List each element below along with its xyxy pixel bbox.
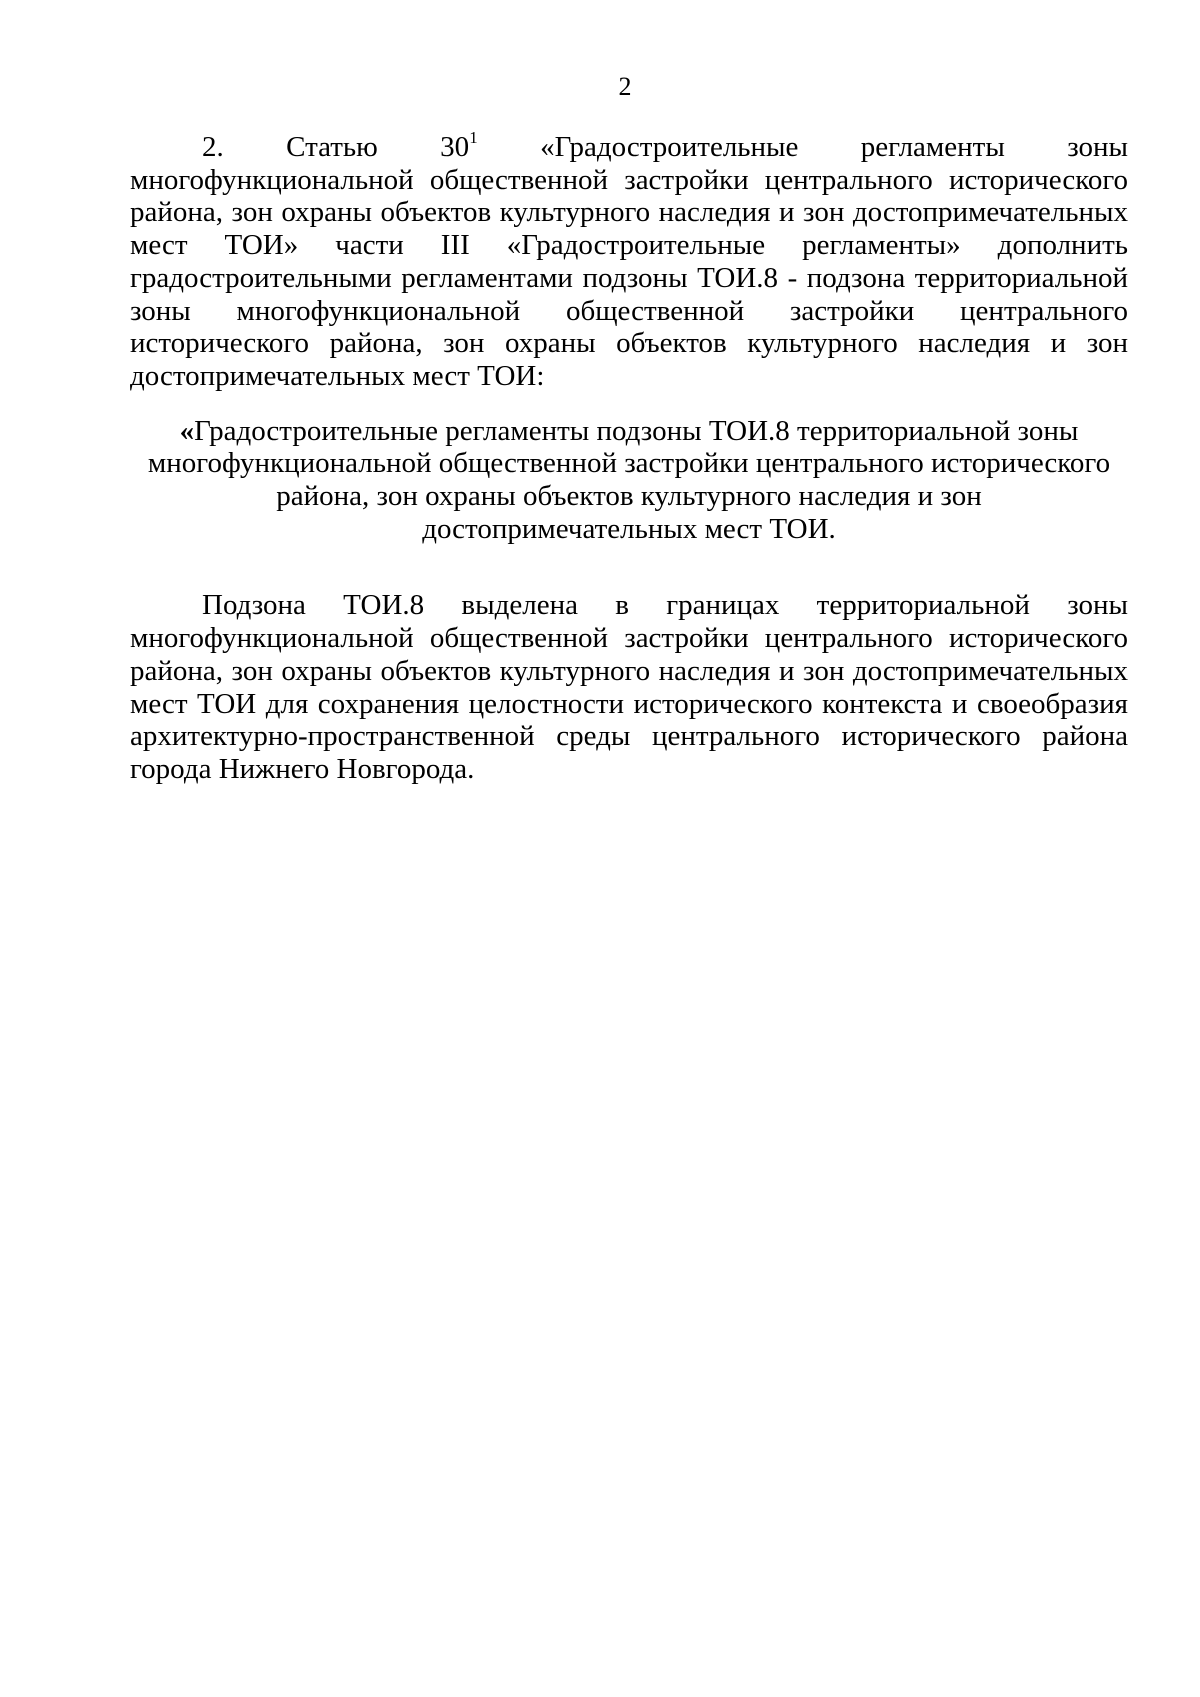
amendment-paragraph	[130, 128, 1128, 393]
subzone-description-paragraph: Подзона ТОИ.8 выделена в границах территориальной зоны многофункциональной общественной застройки центрального исторического района, зон охраны объектов культурного наследия и зон достопримечательных мест ТОИ для сохранения целостности исторического контекста и своеобразия архитектурно-пространственной среды центрального исторического района города Нижнего Новгорода.	[130, 589, 1128, 785]
amendment-article-prefix: 2. Статью 30	[202, 131, 470, 163]
heading-text: Градостроительные регламенты подзоны ТОИ.8 территориальной зоны многофункциональной общественной застройки центрального исторического района, зон охраны объектов культурного наследия и зон достопримечательных мест ТОИ.	[147, 414, 1111, 545]
page-number: 2	[618, 72, 632, 101]
document-body	[130, 128, 1128, 786]
heading-open-quote: «	[179, 414, 195, 447]
article-superscript: 1	[469, 128, 478, 148]
amendment-text: «Градостроительные регламенты зоны многофункциональной общественной застройки центрального исторического района, зон охраны объектов культурного наследия и зон достопримечательных мест ТОИ» части III «Градостроительные регламенты» дополнить градостроительными регламентами подзоны ТОИ.8 - подзона территориальной зоны многофункциональной общественной застройки центрального исторического района, зон охраны объектов культурного наследия и зон достопримечательных мест ТОИ:	[130, 131, 1128, 392]
subzone-heading	[130, 415, 1128, 546]
